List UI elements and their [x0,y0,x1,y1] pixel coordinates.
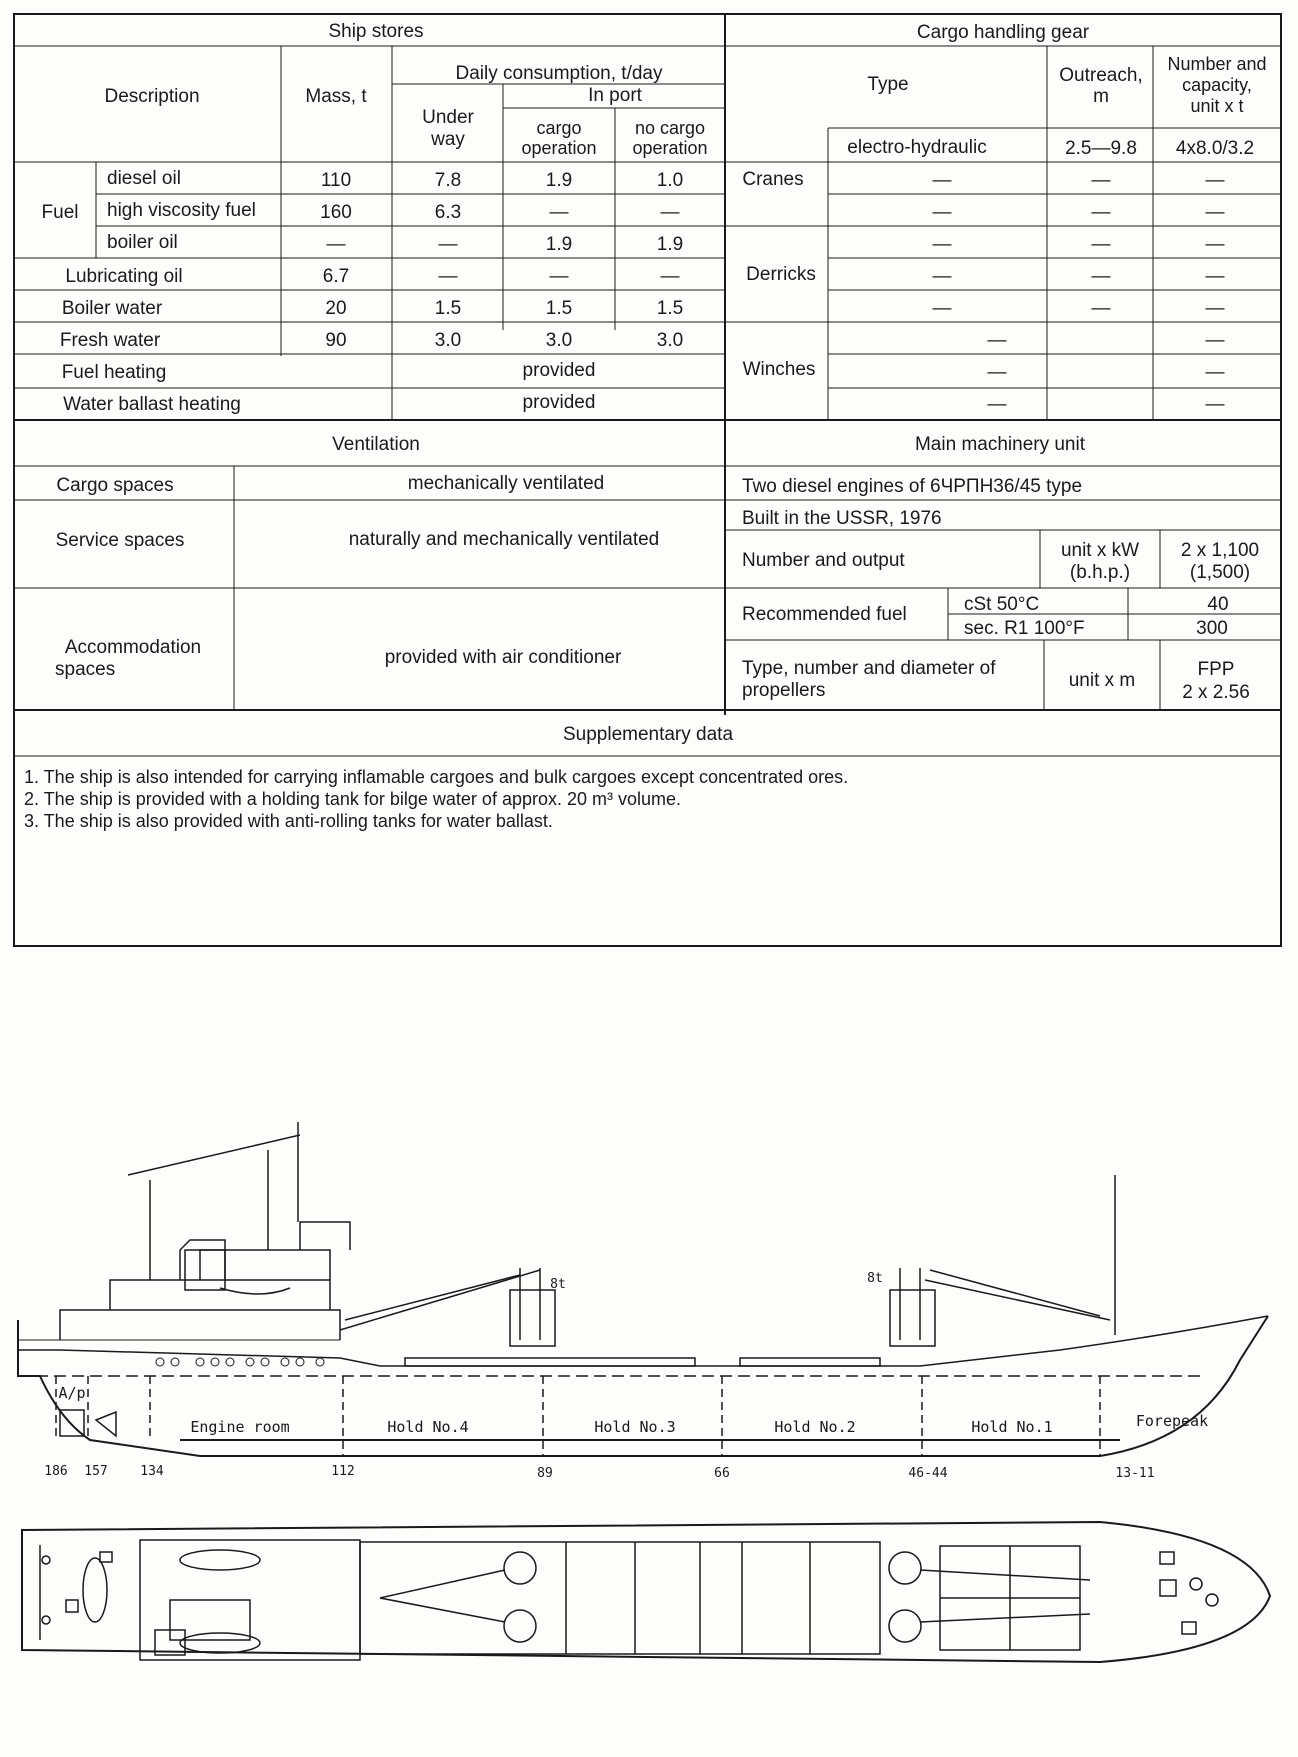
frame-number: 46-44 [908,1466,948,1481]
ballast-heating-label: Water ballast heating [63,394,241,415]
row-name: Lubricating oil [65,266,183,287]
compartment-hold-2: Hold No.2 [774,1418,856,1436]
frame-number: 157 [84,1464,108,1479]
table-row [107,168,683,191]
propellers-unit: unit x m [1068,670,1136,691]
col-daily-consumption: Daily consumption, t/day [455,63,663,84]
table-row [107,200,680,223]
table-row [60,330,683,351]
dash: — [1091,266,1111,287]
output-value-1: 2 x 1,100 [1180,540,1260,561]
dash: — [1091,202,1111,223]
propellers-label-2: propellers [742,680,826,701]
fuel-value-1: 40 [1207,594,1229,615]
machinery-section [742,434,1259,703]
row-under: 7.8 [434,170,462,191]
frame-number: 13-11 [1115,1466,1155,1481]
supplementary-section [24,724,848,831]
dash: — [1205,202,1225,223]
propellers-value-1: FPP [1197,659,1235,680]
dash: — [932,202,952,223]
dash: — [1205,298,1225,319]
frame-number: 89 [537,1466,553,1481]
dash: — [932,234,952,255]
ventilation-section [55,434,659,680]
dash: — [1091,234,1111,255]
crane-capacity-fwd: 8t [867,1271,883,1286]
row-mass: 6.7 [322,266,350,287]
col-cargo-1: cargo [536,118,582,138]
accommodation-label-2: spaces [55,659,116,680]
cranes-label: Cranes [742,169,804,190]
col-type: Type [867,74,909,95]
output-label: Number and output [742,550,905,571]
ship-profile-drawing [18,1122,1268,1456]
dash: — [1205,362,1225,383]
row-nocargo: 1.9 [656,234,684,255]
row-nocargo: 1.0 [656,170,684,191]
frame-number: 186 [44,1464,68,1479]
compartment-ap: A/p [58,1384,86,1402]
built-info: Built in the USSR, 1976 [742,508,942,529]
col-outreach-1: Outreach, [1059,65,1143,86]
accommodation-label-1: Accommodation [64,637,202,658]
col-nocargo-2: operation [632,138,708,158]
dash: — [932,266,952,287]
output-unit-2: (b.h.p.) [1069,562,1131,583]
compartment-forepeak: Forepeak [1135,1412,1209,1430]
fuel-heating-label: Fuel heating [61,362,167,383]
ventilation-title: Ventilation [332,434,420,455]
row-cargo: 1.9 [545,234,573,255]
row-cargo: 1.9 [545,170,573,191]
col-number-3: unit x t [1190,96,1244,116]
row-under: — [438,234,458,255]
cargo-gear-title: Cargo handling gear [916,22,1090,43]
dash: — [987,330,1007,351]
cargo-spaces-label: Cargo spaces [56,475,174,496]
dash: — [1205,266,1225,287]
row-mass: 20 [325,298,347,319]
row-cargo: 1.5 [545,298,573,319]
table-row [107,232,683,255]
crane-capacity: 4x8.0/3.2 [1175,138,1255,159]
output-unit-1: unit x kW [1060,540,1140,561]
col-mass: Mass, t [305,86,367,107]
row-cargo: 3.0 [545,330,573,351]
engines-description: Two diesel engines of 6ЧРПН36/45 type [742,476,1083,497]
dash: — [987,362,1007,383]
row-mass: — [326,234,346,255]
row-under: — [438,266,458,287]
row-mass: 110 [320,170,352,191]
row-name: boiler oil [107,232,178,253]
col-nocargo-1: no cargo [634,118,706,138]
col-in-port: In port [588,85,642,106]
col-number-2: capacity, [1182,75,1252,95]
compartment-hold-3: Hold No.3 [594,1418,676,1436]
fuel-value-2: 300 [1196,618,1228,639]
row-name: Fresh water [59,330,161,351]
dash: — [1205,170,1225,191]
derricks-label: Derricks [746,264,816,285]
machinery-title: Main machinery unit [914,434,1086,455]
row-mass: 90 [325,330,347,351]
crane-capacity-aft: 8t [550,1277,566,1292]
fuel-heating-value: provided [522,360,596,381]
supplementary-title: Supplementary data [562,724,734,745]
row-nocargo: — [660,266,680,287]
propellers-value-2: 2 x 2.56 [1182,682,1250,703]
dash: — [987,394,1007,415]
fuel-unit-2: sec. R1 100°F [964,618,1085,639]
compartment-hold-4: Hold No.4 [387,1418,469,1436]
col-under: Under [422,107,474,128]
row-nocargo: 1.5 [656,298,684,319]
row-nocargo: 3.0 [656,330,684,351]
cargo-gear-section [742,22,1266,415]
cargo-spaces-value: mechanically ventilated [407,473,605,494]
ship-plan-drawing [22,1522,1270,1662]
crane-type: electro-hydraulic [847,137,987,158]
dash: — [932,298,952,319]
output-value-2: (1,500) [1189,562,1251,583]
col-outreach-2: m [1093,86,1109,107]
row-name: high viscosity fuel [107,200,256,221]
gear-dashes [933,170,1225,415]
row-name: diesel oil [107,168,181,189]
dash: — [1091,170,1111,191]
fuel-unit-1: cSt 50°C [964,594,1040,615]
compartment-hold-1: Hold No.1 [971,1418,1053,1436]
col-number-1: Number and [1167,54,1267,74]
dash: — [1091,298,1111,319]
fuel-label: Fuel [41,202,79,223]
ship-stores-section [42,21,708,415]
dash: — [1205,394,1225,415]
row-name: Boiler water [61,298,163,319]
crane-outreach: 2.5—9.8 [1065,138,1137,159]
dash: — [932,170,952,191]
row-cargo: — [549,202,569,223]
table-row [62,298,683,319]
propellers-label-1: Type, number and diameter of [742,658,996,679]
table-row [65,266,679,287]
supplementary-note: 3. The ship is also provided with anti-rolling tanks for water ballast. [24,811,553,831]
ballast-heating-value: provided [522,392,596,413]
row-mass: 160 [320,202,352,223]
winches-label: Winches [742,359,816,380]
compartment-engine-room: Engine room [190,1418,290,1436]
frame-number: 112 [331,1464,355,1479]
dash: — [1205,234,1225,255]
supplementary-note: 1. The ship is also intended for carrying inflamable cargoes and bulk cargoes except concentrated ores. [24,767,849,787]
row-cargo: — [549,266,569,287]
row-nocargo: — [660,202,680,223]
accommodation-value: provided with air conditioner [384,647,622,668]
supplementary-note: 2. The ship is provided with a holding tank for bilge water of approx. 20 m³ volume. [24,789,682,809]
frame-number: 134 [140,1464,164,1479]
dash: — [1205,330,1225,351]
frame-number: 66 [714,1466,730,1481]
service-spaces-label: Service spaces [55,530,185,551]
recommended-fuel-label: Recommended fuel [742,604,907,625]
row-under: 1.5 [434,298,462,319]
col-way: way [431,129,465,150]
row-under: 3.0 [434,330,462,351]
col-cargo-2: operation [521,138,597,158]
col-description: Description [104,86,200,107]
service-spaces-value: naturally and mechanically ventilated [348,529,660,550]
row-under: 6.3 [434,202,462,223]
ship-stores-title: Ship stores [328,21,424,42]
